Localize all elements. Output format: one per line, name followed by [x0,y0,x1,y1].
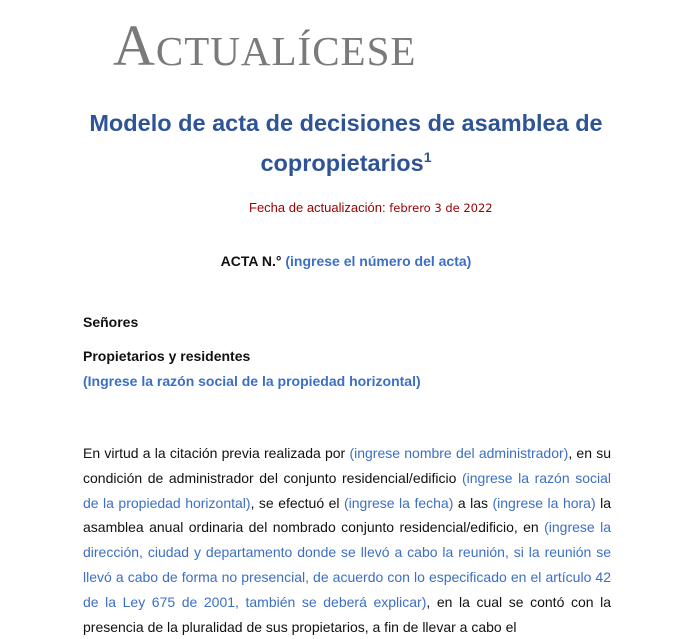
document-title-line-1: Modelo de acta de decisiones de asamblea de [89,110,603,136]
document-title-word: copropietarios [260,150,424,176]
paragraph-text: , se efectuó el [250,494,344,511]
paragraph-text: la asamblea anual ordinaria del nombrado conjunto residencial/edificio, en [83,494,612,536]
acta-number-placeholder: (ingrese el número del acta) [285,253,472,269]
paragraph-text: a las [453,494,493,511]
salutation: Señores [83,314,139,330]
paragraph-placeholder: (ingrese la razón social de la propiedad horizontal) [83,469,611,511]
document-title-line-2 [60,144,632,182]
paragraph-text: En virtud a la citación previa realizada por [83,445,350,461]
update-date-value: febrero 3 de 2022 [389,201,493,215]
paragraph-placeholder: (ingrese nombre del administrador) [349,445,569,461]
property-name-placeholder: (Ingrese la razón social de la propiedad horizontal) [83,373,421,389]
paragraph-text: , en la cual se contó con la presencia de la pluralidad de sus propietarios, a fin de llevar a cabo el [83,593,611,635]
acta-label: ACTA N.° [220,253,282,269]
paragraph-text: , en su condición de administrador del conjunto residencial/edificio [83,445,612,486]
paragraph-placeholder: (ingrese la fecha) [344,494,454,511]
paragraph-placeholder: (ingrese la hora) [492,494,596,511]
footnote-marker: 1 [423,149,432,165]
paragraph-placeholder: (ingrese la dirección, ciudad y departamento donde se llevó a cabo la reunión, si la reunión se llevó a cabo de forma no presencial, de acuerdo con lo especificado en el artículo 42 de la Ley 675 de 2001, también se deberá explicar) [83,519,611,610]
update-date-label: Fecha de actualización: [249,200,386,215]
body-paragraph [83,441,611,639]
recipient-group: Propietarios y residentes [83,348,251,364]
acta-number [0,253,692,269]
actualicese-logo: Actualícese [113,13,417,78]
update-date [249,200,493,215]
